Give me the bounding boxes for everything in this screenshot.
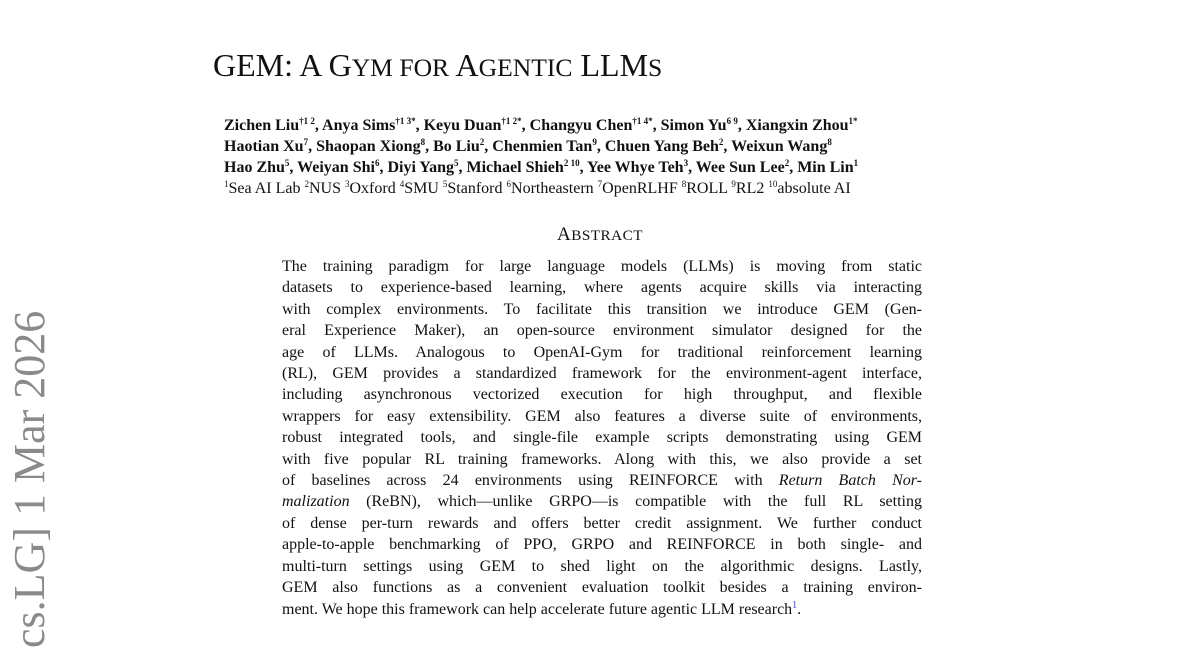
affiliation: Sea AI Lab	[228, 180, 305, 197]
author-block	[224, 115, 1054, 199]
author: , Chenmien Tan	[484, 138, 593, 155]
affiliation: absolute AI	[777, 180, 851, 197]
affiliation: NUS	[308, 180, 345, 197]
abstract-line: robust integrated tools, and single-file example scripts demonstrating using GEM	[282, 429, 922, 447]
abstract-heading: ABSTRACT	[556, 224, 644, 245]
abstract-line: apple-to-apple benchmarking of PPO, GRPO and REINFORCE in both single- and	[282, 536, 922, 554]
author: , Bo Liu	[425, 138, 480, 155]
author: , Weiyan Shi	[289, 159, 375, 176]
abstract-line: wrappers for easy extensibility. GEM also features a diverse suite of environments,	[282, 407, 922, 425]
author-line-2: Haotian Xu$^7$, Shaopan Xiong$^8$, Bo Liu$^2$, Chenmien Tan$^9$, Chuen Yang Beh$^2$, Weixun Wang$^8$	[224, 137, 832, 155]
abstract-line: including asynchronous vectorized execution for high throughput, and flexible	[282, 386, 922, 404]
author: , Anya Sims	[314, 117, 396, 134]
author: , Michael Shieh	[458, 159, 564, 176]
author: , Yee Whye Teh	[579, 159, 684, 176]
abstract-line: (RL), GEM provides a standardized framework for the environment-agent interface,	[282, 365, 922, 383]
author-line-1: Zichen Liu$^{\dagger 1 2}$, Anya Sims$^{\dagger 1 3*}$, Keyu Duan$^{\dagger 1 2*}$, Changyu Chen$^{\dagger 1 4*}$, Simon $Yu^{6 9}$, Xiangxin Zhou$^{1*}$	[224, 116, 858, 134]
author: , Chuen Yang Beh	[596, 138, 719, 155]
affiliations-line: $^1$Sea AI Lab $^2$NUS $^3$Oxford $^4$SMU $^5$Stanford $^6$Northeastern $^7$OpenRLHF $^8$ROLL $^9$RL2 $^{10}$absolute AI	[224, 179, 851, 197]
author: , Shaopan Xiong	[308, 138, 421, 155]
author: , Diyi Yang	[379, 159, 454, 176]
author: , Weixun Wang	[723, 138, 828, 155]
abstract-line: ment. We hope this framework can help accelerate future agentic LLM research$^1$.	[282, 599, 802, 618]
abstract-line: datasets to experience-based learning, where agents acquire skills via interacting	[282, 279, 922, 297]
author: , Wee Sun Lee	[688, 159, 785, 176]
author: Hao Zhu	[224, 159, 285, 176]
abstract-line: of baselines across 24 environments using REINFORCE with Return Batch Nor-	[282, 472, 922, 490]
author: , Keyu Duan	[415, 117, 502, 134]
author: Zichen Liu	[224, 117, 300, 134]
author-line-3: Hao Zhu$^5$, Weiyan Shi$^6$, Diyi Yang$^5$, Michael Shieh$^{2 10}$, Yee Whye Teh$^3$, Wee Sun Lee$^2$, Min Lin$^1$	[224, 158, 859, 176]
paper-title: GEM: A GYM FOR AGENTIC LLMS	[213, 47, 663, 83]
affiliation: ROLL	[686, 180, 732, 197]
arxiv-stamp-text: cs.LG] 1 Mar 2026	[5, 310, 54, 648]
abstract-line: eral Experience Maker), an open-source environment simulator designed for the	[282, 322, 922, 340]
abstract-body	[282, 256, 922, 620]
affiliation: OpenRLHF	[602, 180, 682, 197]
affiliation: Oxford	[349, 180, 400, 197]
abstract-line: malization (ReBN), which—unlike GRPO—is compatible with the full RL setting	[282, 493, 922, 511]
abstract-line: The training paradigm for large language models (LLMs) is moving from static	[282, 258, 922, 275]
affiliation: RL2	[735, 180, 769, 197]
author: , Xiangxin Zhou	[737, 117, 849, 134]
affiliation: Northeastern	[511, 180, 598, 197]
author: Haotian Xu	[224, 138, 304, 155]
affiliation: Stanford	[447, 180, 507, 197]
affiliation: SMU	[404, 180, 443, 197]
abstract-line: with five popular RL training frameworks. Along with this, we also provide a set	[282, 450, 922, 468]
abstract-line: with complex environments. To facilitate this transition we introduce GEM (Gen-	[282, 300, 922, 318]
author: , Simon Yu	[652, 117, 727, 134]
abstract-line: GEM also functions as a convenient evaluation toolkit besides a training environ-	[282, 579, 922, 597]
author: , Min Lin	[789, 159, 854, 176]
abstract-line: age of LLMs. Analogous to OpenAI-Gym for traditional reinforcement learning	[282, 343, 922, 361]
abstract-line: of dense per-turn rewards and offers better credit assignment. We further conduct	[282, 514, 922, 532]
abstract-line: multi-turn settings using GEM to shed light on the algorithmic designs. Lastly,	[282, 557, 922, 575]
footnote-link[interactable]: 1	[792, 599, 798, 611]
arxiv-stamp	[5, 310, 88, 650]
author: , Changyu Chen	[521, 117, 633, 134]
